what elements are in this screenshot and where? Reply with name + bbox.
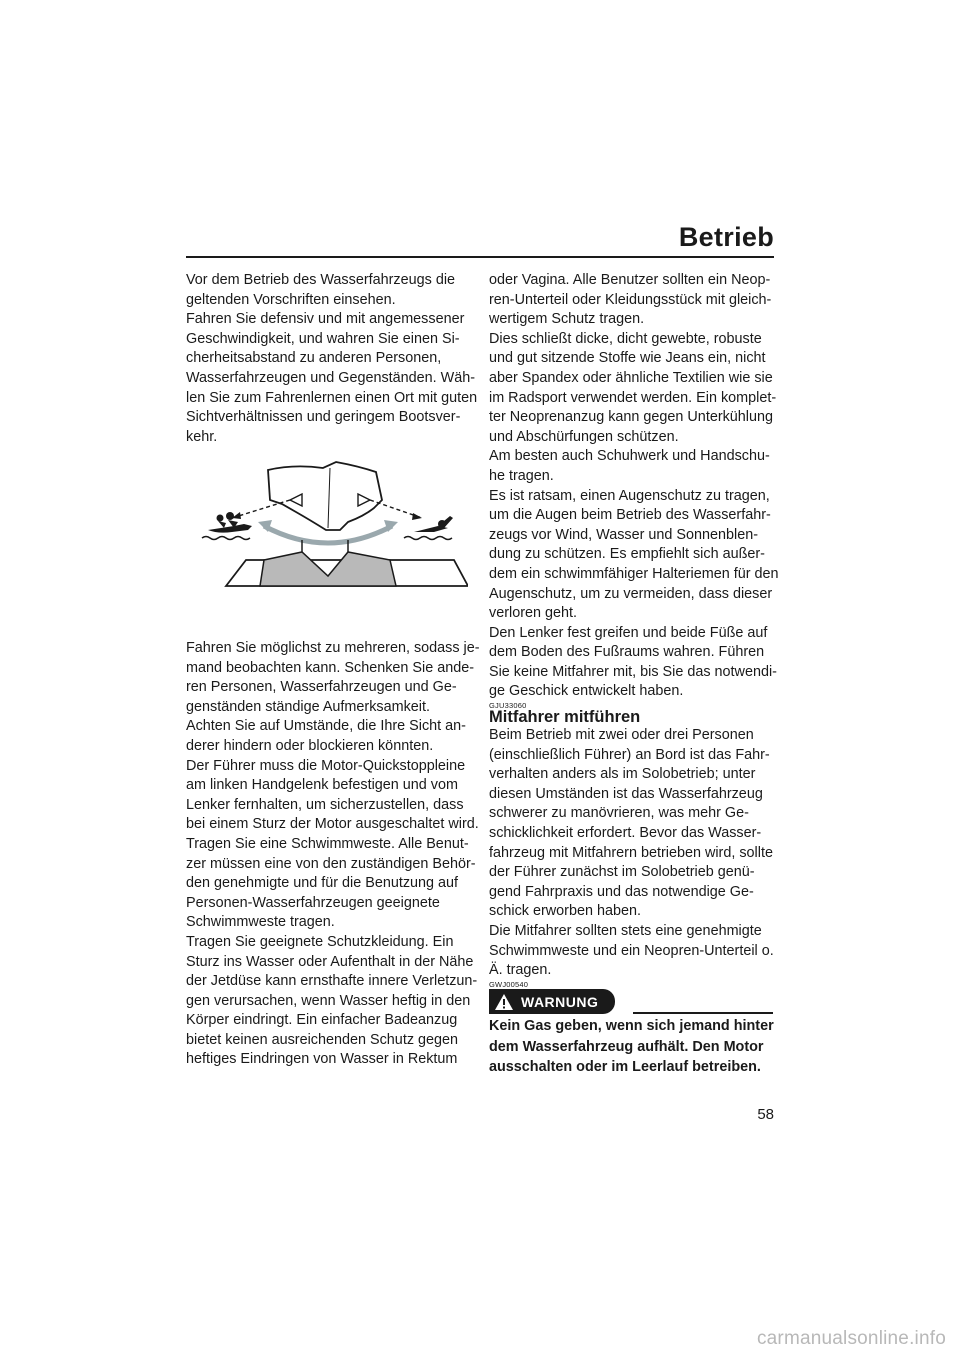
text-line: Geschwindigkeit, und wahren Sie einen Si- (186, 330, 460, 347)
header-rule (186, 256, 774, 258)
text-line: gen verursachen, wenn Wasser heftig in den (186, 992, 471, 1009)
text-line: ren Personen, Wasserfahrzeugen und Ge- (186, 679, 457, 696)
text-line: Fahren Sie defensiv und mit angemessener (186, 311, 465, 328)
visibility-illustration (198, 460, 468, 605)
text-line: verloren geht. (489, 605, 577, 622)
text-line: Lenker fernhalten, um sicherzustellen, dass (186, 796, 464, 813)
text-line: Schwimmweste tragen. (186, 914, 335, 931)
text-line: dem Boden des Fußraums wahren. Führen (489, 644, 765, 661)
text-line: Den Lenker fest greifen und beide Füße auf (489, 624, 768, 641)
text-line: verhalten anders als im Solobetrieb; unter (489, 766, 756, 783)
text-line: wertigem Schutz tragen. (489, 311, 645, 328)
text-line: ge Geschick entwickelt haben. (489, 683, 684, 700)
text-line: cherheitsabstand zu anderen Personen, (186, 350, 442, 367)
text-line: Wasserfahrzeugen und Gegenständen. Wäh- (186, 369, 476, 386)
text-line: der Jetdüse kann ernsthafte innere Verletzun- (186, 973, 478, 990)
left-column-top-text (186, 271, 478, 447)
text-line: den genehmigte und für die Benutzung auf (186, 875, 459, 892)
text-line: zeugs vor Wind, Wasser und Sonnenblen- (489, 526, 759, 543)
text-line: bei einem Sturz der Motor ausgeschaltet wird. (186, 816, 479, 833)
text-line: Personen-Wasserfahrzeugen geeignete (186, 894, 440, 911)
section-body-text (489, 726, 779, 981)
warning-rule (633, 1012, 773, 1014)
text-line: Körper eindringt. Ein einfacher Badeanzug (186, 1012, 458, 1029)
text-line: Sturz ins Wasser oder Aufenthalt in der Nähe (186, 953, 474, 970)
text-line: dem Wasserfahrzeug aufhält. Den Motor (489, 1038, 764, 1055)
text-line: genständen ständige Aufmerksamkeit. (186, 698, 430, 715)
text-line: zer müssen eine von den zuständigen Behör- (186, 855, 476, 872)
text-line: und gut sitzende Stoffe wie Jeans ein, nicht (489, 350, 766, 367)
text-line: Kein Gas geben, wenn sich jemand hinter (489, 1018, 774, 1034)
text-line: Sichtverhältnissen und geringem Bootsver- (186, 409, 461, 426)
text-line: (einschließlich Führer) an Bord ist das Fahr- (489, 746, 770, 763)
text-line: Achten Sie auf Umstände, die Ihre Sicht an- (186, 718, 466, 735)
text-line: dem ein schwimmfähiger Halteriemen für den (489, 565, 779, 582)
section-heading: Mitfahrer mitführen (489, 708, 641, 726)
text-line: diesen Umständen ist das Wasserfahrzeug (489, 785, 763, 802)
warning-badge (489, 989, 615, 1014)
text-line: kehr. (186, 428, 218, 445)
text-line: he tragen. (489, 467, 554, 484)
text-line: geltenden Vorschriften einsehen. (186, 291, 396, 308)
text-line: Tragen Sie eine Schwimmweste. Alle Benut- (186, 835, 469, 852)
text-line: mand beobachten kann. Schenken Sie ande- (186, 659, 475, 676)
page-number: 58 (757, 1106, 774, 1123)
text-line: am linken Handgelenk befestigen und vom (186, 777, 458, 794)
section-code: GJU33060 (489, 701, 527, 710)
text-line: und Abschürfungen schützen. (489, 428, 679, 445)
text-line: der Führer zunächst im Solobetrieb genü- (489, 864, 755, 881)
text-line: Dies schließt dicke, dicht gewebte, robuste (489, 330, 762, 347)
text-line: Augenschutz, um zu vermeiden, dass dieser (489, 585, 773, 602)
right-column-top-text (489, 271, 779, 702)
text-line: Der Führer muss die Motor-Quickstoppleine (186, 757, 466, 774)
text-line: derer hindern oder blockieren könnten. (186, 737, 434, 754)
text-line: ren-Unterteil oder Kleidungsstück mit gleich- (489, 291, 772, 308)
text-line: fahrzeug mit Mitfahrern betrieben wird, sollte (489, 844, 773, 861)
text-line: Sie keine Mitfahrer mit, bis Sie das notwendi- (489, 663, 777, 680)
warning-text (489, 1016, 779, 1078)
text-line: im Radsport verwendet werden. Ein komplet- (489, 389, 777, 406)
text-line: Vor dem Betrieb des Wasserfahrzeugs die (186, 272, 456, 288)
warning-code: GWJ00540 (489, 980, 529, 989)
text-line: oder Vagina. Alle Benutzer sollten ein Neop- (489, 272, 771, 288)
left-column-bottom-text (186, 639, 480, 1070)
text-line: Ä. tragen. (489, 962, 552, 979)
text-line: schicklichkeit erfordert. Bevor das Wasser- (489, 824, 762, 841)
text-line: Beim Betrieb mit zwei oder drei Personen (489, 727, 754, 743)
text-line: Schwimmweste und ein Neopren-Unterteil o. (489, 942, 774, 959)
text-line: aber Spandex oder ähnliche Textilien wie sie (489, 369, 773, 386)
text-line: Tragen Sie geeignete Schutzkleidung. Ein (186, 933, 454, 950)
text-line: Es ist ratsam, einen Augenschutz zu tragen, (489, 487, 770, 504)
text-line: Am besten auch Schuhwerk und Handschu- (489, 448, 770, 465)
warning-triangle-icon (489, 989, 519, 1014)
page-title: Betrieb (678, 222, 774, 252)
text-line: schick erworben haben. (489, 903, 641, 920)
text-line: schwerer zu manövrieren, was mehr Ge- (489, 805, 749, 822)
text-line: dung zu schützen. Es empfiehlt sich außer- (489, 546, 765, 563)
text-line: ausschalten oder im Leerlauf betreiben. (489, 1059, 761, 1075)
text-line: um die Augen beim Betrieb des Wasserfahr- (489, 507, 771, 524)
watermark: carmanualsonline.info (756, 1328, 946, 1349)
text-line: Die Mitfahrer sollten stets eine genehmigte (489, 922, 762, 939)
text-line: Fahren Sie möglichst zu mehreren, sodass je- (186, 640, 480, 656)
warning-label: WARNUNG (521, 993, 599, 1010)
text-line: ter Neoprenanzug kann gegen Unterkühlung (489, 409, 774, 426)
text-line: len Sie zum Fahrenlernen einen Ort mit guten (186, 389, 478, 406)
text-line: gend Fahrpraxis und das notwendige Ge- (489, 883, 754, 900)
text-line: heftiges Eindringen von Wasser in Rektum (186, 1051, 458, 1068)
text-line: bietet keinen ausreichenden Schutz gegen (186, 1031, 459, 1048)
